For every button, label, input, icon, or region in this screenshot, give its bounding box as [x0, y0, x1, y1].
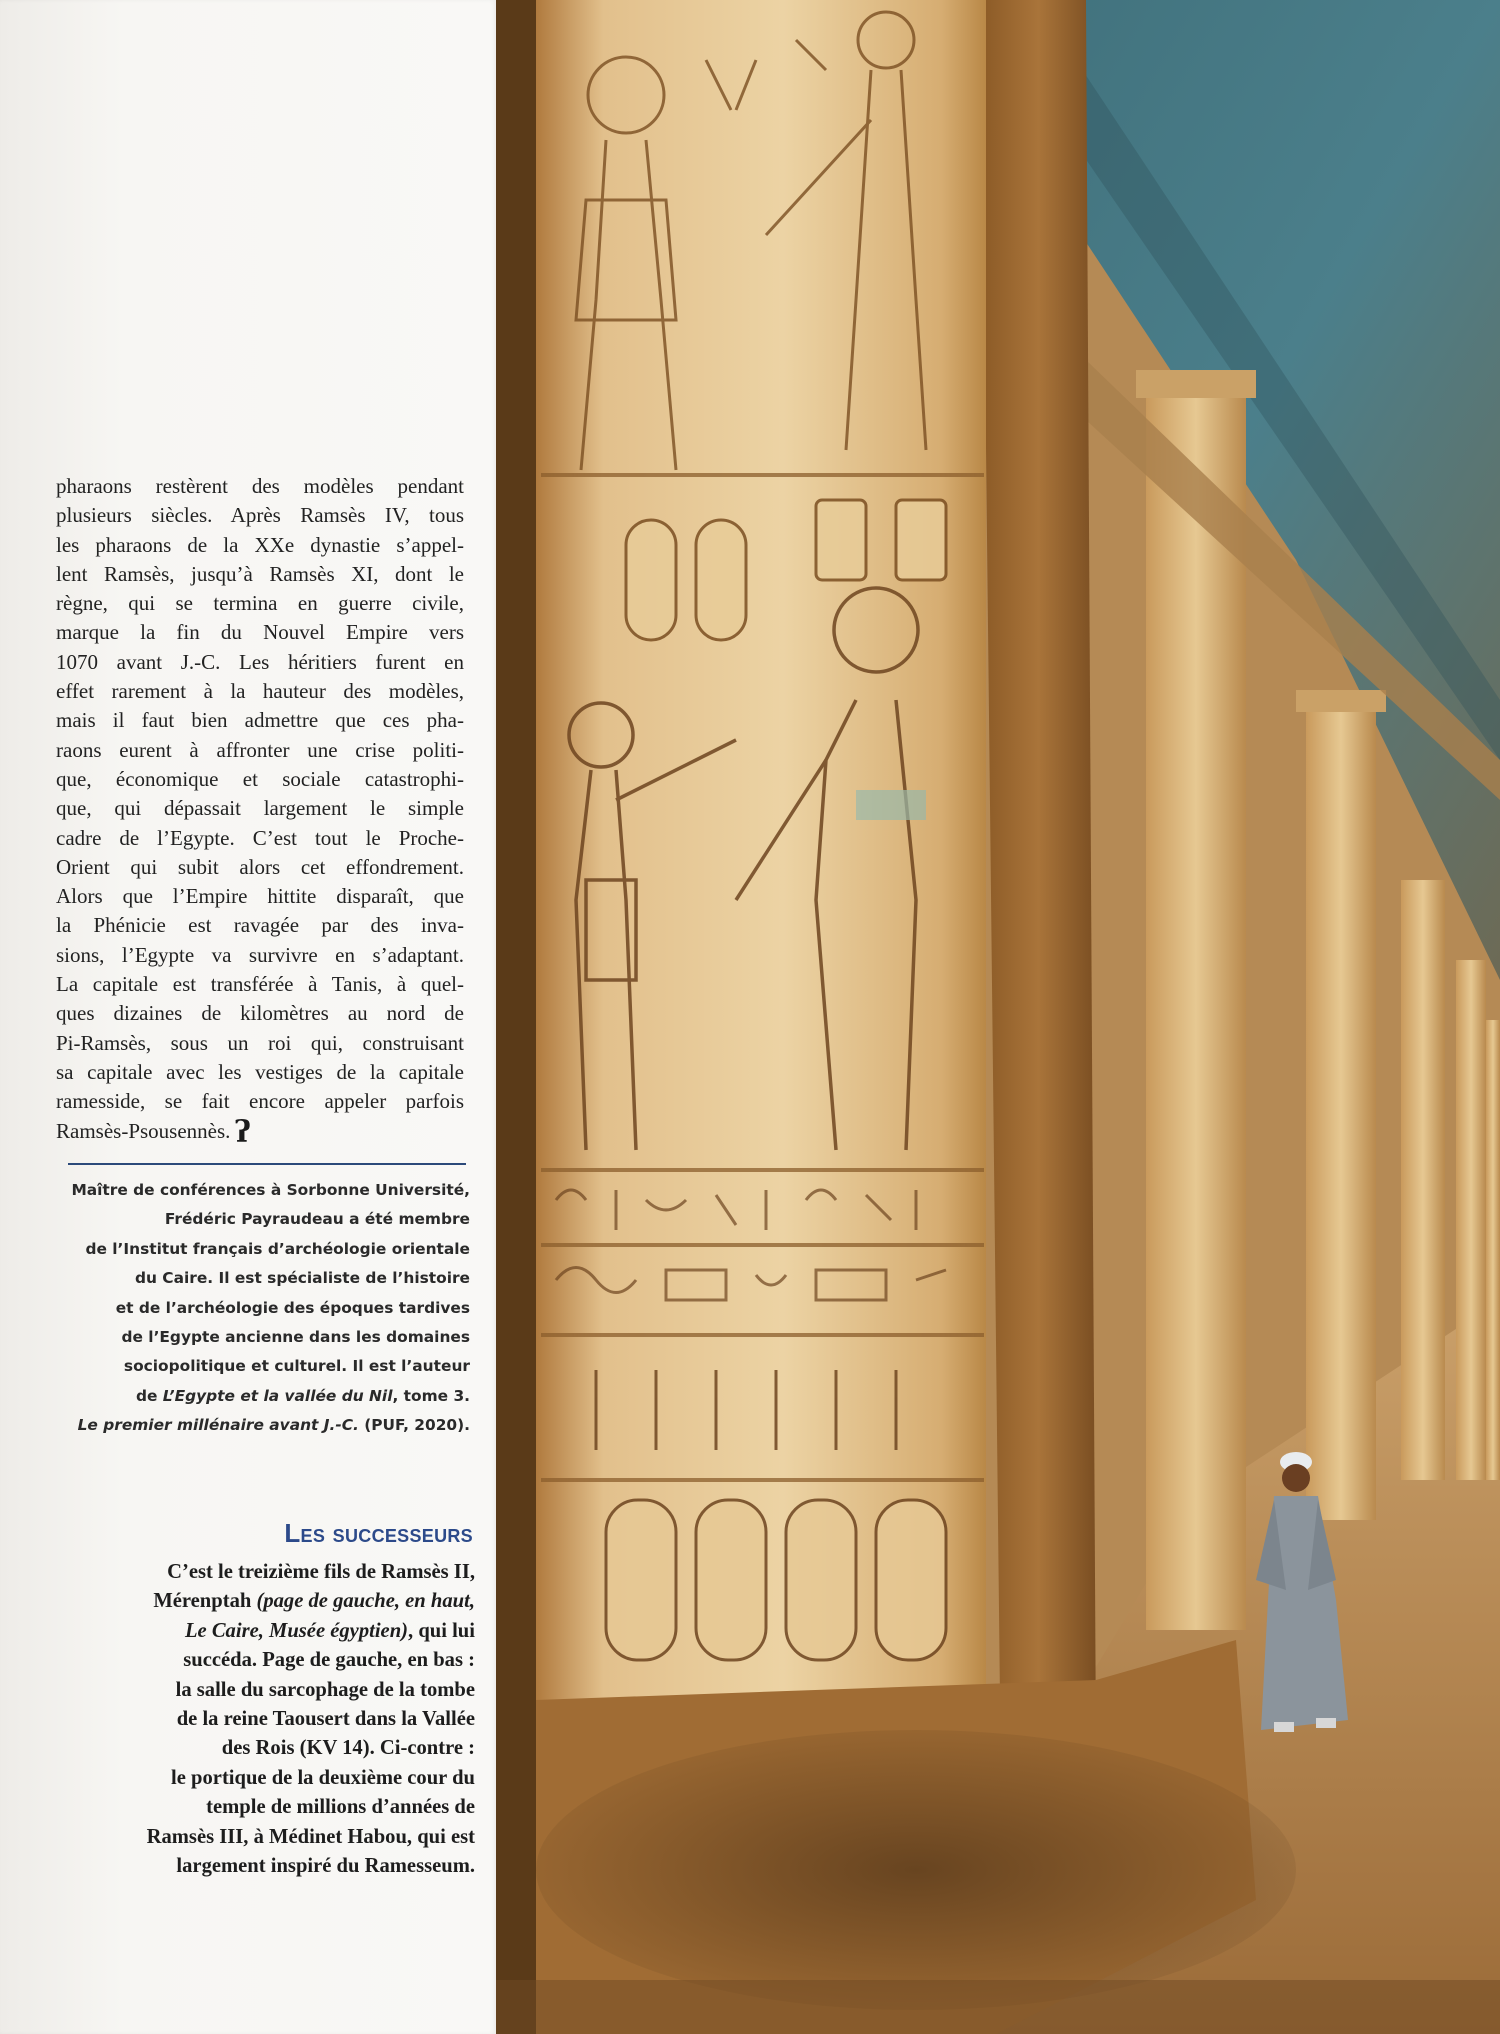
body-line: que, économique et sociale catastrophi-	[56, 766, 464, 791]
body-line: plusieurs siècles. Après Ramsès IV, tous	[56, 503, 464, 528]
author-bio	[50, 1176, 470, 1441]
body-line: Pi-Ramsès, sous un roi qui, construisant	[56, 1030, 464, 1055]
caption-italic: Le Caire, Musée égyptien)	[184, 1619, 409, 1642]
caption-line: le portique de la deuxième cour du	[171, 1766, 475, 1789]
end-of-article-icon: ʔ	[234, 1114, 251, 1150]
bio-book-line-2	[50, 1411, 470, 1440]
bio-line: sociopolitique et culturel. Il est l’auteur	[123, 1357, 470, 1376]
body-line-last	[56, 1114, 464, 1150]
pillar-side-face	[981, 0, 1096, 1790]
bio-book-line	[50, 1382, 470, 1411]
pillar-far-3	[1401, 880, 1445, 1480]
bio-line: du Caire. Il est spécialiste de l’histoire	[134, 1269, 470, 1288]
temple-portico-photo	[496, 0, 1500, 2034]
pillar-far-1	[1146, 380, 1246, 1630]
body-line: La capitale est transférée à Tanis, à quel-	[56, 972, 464, 997]
text-column	[0, 0, 496, 2034]
caption-line: C’est le treizième fils de Ramsès II,	[167, 1561, 475, 1583]
pillar-far-4	[1456, 960, 1486, 1480]
caption-line: largement inspiré du Ramesseum.	[176, 1855, 475, 1878]
body-line: 1070 avant J.-C. Les héritiers furent en	[56, 649, 464, 674]
caption-line: Ramsès III, à Médinet Habou, qui est	[146, 1825, 475, 1848]
body-line: pharaons restèrent des modèles pendant	[56, 474, 464, 498]
caption-text: Mérenptah	[153, 1590, 257, 1613]
article-body	[56, 472, 464, 1150]
body-line: mais il faut bien admettre que ces pha-	[56, 708, 464, 733]
pillar-far-2	[1306, 700, 1376, 1520]
book-title: L’Egypte et la vallée du Nil	[162, 1386, 393, 1405]
body-line: sions, l’Egypte va survivre en s’adaptant.	[56, 942, 464, 967]
body-line: règne, qui se termina en guerre civile,	[56, 591, 464, 616]
pillar-left-edge	[496, 0, 536, 2034]
body-line: les pharaons de la XXe dynastie s’appel-	[56, 532, 464, 557]
body-line: cadre de l’Egypte. C’est tout le Proche-	[56, 825, 464, 850]
bio-text: (PUF, 2020).	[358, 1416, 470, 1435]
bio-line: Maître de conférences à Sorbonne Université,	[71, 1181, 470, 1199]
caption-text: , qui lui	[408, 1619, 475, 1642]
book-subtitle: Le premier millénaire avant J.-C.	[77, 1416, 359, 1435]
caption-heading: Les successeurs	[284, 1518, 473, 1548]
bio-line: de l’Egypte ancienne dans les domaines	[121, 1328, 470, 1347]
body-line: Orient qui subit alors cet effondrement.	[56, 854, 464, 879]
section-divider	[68, 1163, 466, 1165]
photo-caption	[70, 1558, 475, 1881]
caption-line: succéda. Page de gauche, en bas :	[183, 1649, 475, 1672]
body-line: ramesside, se fait encore appeler parfois	[56, 1089, 464, 1114]
body-line: sa capitale avec les vestiges de la capitale	[56, 1059, 464, 1084]
bio-text: , tome 3.	[392, 1386, 470, 1405]
body-line: lent Ramsès, jusqu’à Ramsès XI, dont le	[56, 561, 464, 586]
caption-line	[70, 1587, 475, 1616]
bio-text: de	[135, 1386, 163, 1405]
bio-line: de l’Institut français d’archéologie orientale	[85, 1239, 470, 1258]
caption-italic: (page de gauche, en haut,	[256, 1590, 475, 1613]
body-line: Alors que l’Empire hittite disparaît, que	[56, 884, 464, 909]
body-line: ques dizaines de kilomètres au nord de	[56, 1001, 464, 1026]
caption-line: des Rois (KV 14). Ci-contre :	[221, 1737, 475, 1760]
bio-line: et de l’archéologie des époques tardives	[115, 1298, 470, 1317]
caption-line: temple de millions d’années de	[206, 1796, 475, 1819]
body-line: que, qui dépassait largement le simple	[56, 796, 464, 821]
body-line: la Phénicie est ravagée par des inva-	[56, 913, 464, 938]
caption-line	[70, 1617, 475, 1646]
bio-line: Frédéric Payraudeau a été membre	[164, 1210, 470, 1229]
body-line: marque la fin du Nouvel Empire vers	[56, 620, 464, 645]
caption-line: de la reine Taousert dans la Vallée	[176, 1708, 475, 1731]
body-line: Ramsès-Psousennès.	[56, 1118, 231, 1143]
body-line: effet rarement à la hauteur des modèles,	[56, 679, 464, 704]
photo-illustration	[496, 0, 1500, 2034]
body-line: raons eurent à affronter une crise politi-	[56, 737, 464, 762]
caption-line: la salle du sarcophage de la tombe	[175, 1678, 475, 1701]
